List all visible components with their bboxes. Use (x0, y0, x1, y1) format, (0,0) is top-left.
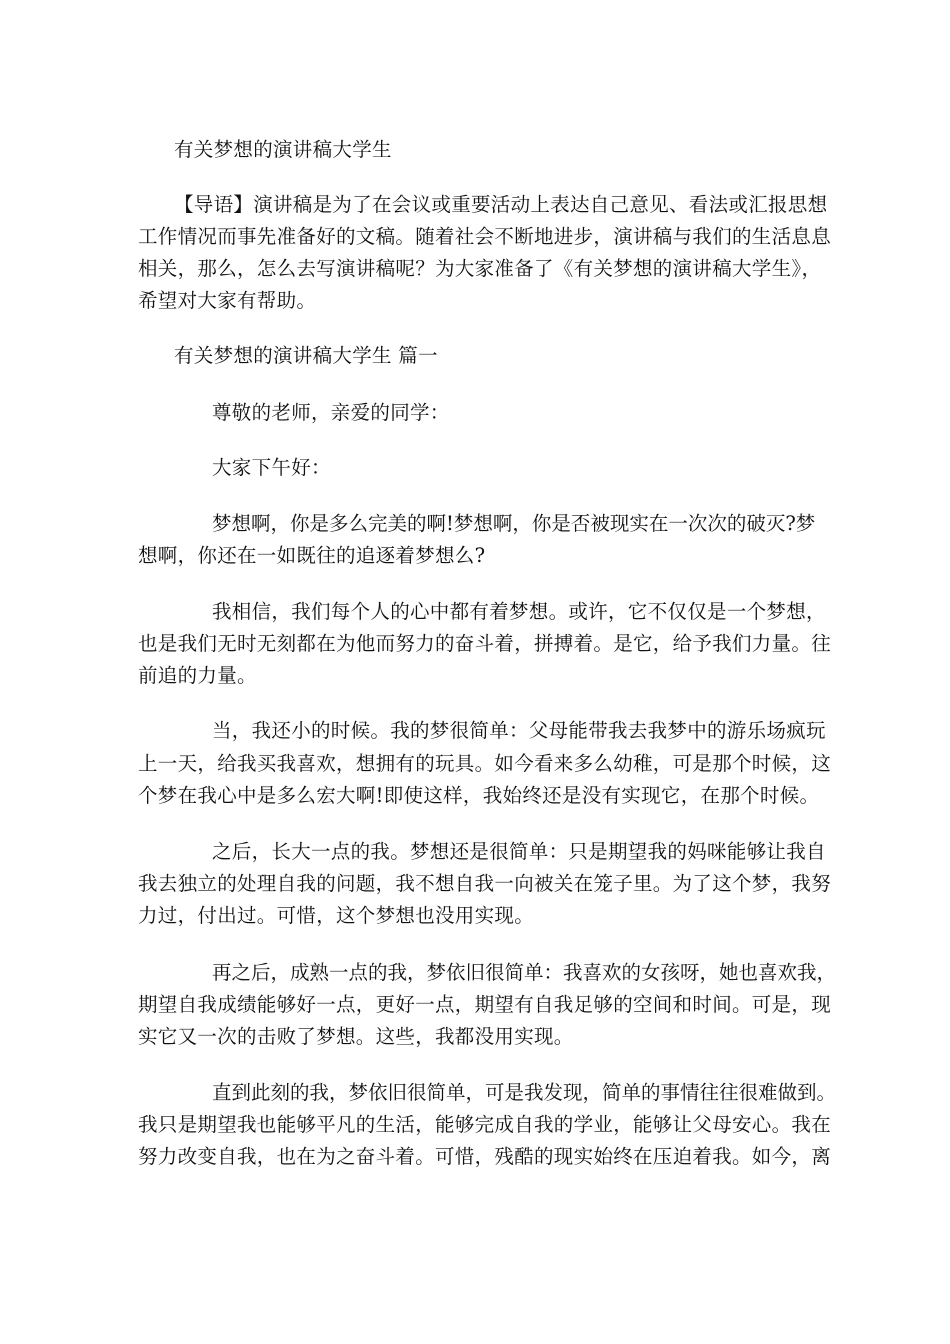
paragraph-line: 我去独立的处理自我的问题，我不想自我一向被关在笼子里。为了这个梦，我努 (138, 872, 832, 895)
paragraph-line: 我只是期望我也能够平凡的生活，能够完成自我的学业，能够让父母安心。我在 (138, 1113, 832, 1136)
greeting: 大家下午好： (212, 456, 331, 479)
paragraph-line: 直到此刻的我，梦依旧很简单，可是我发现，简单的事情往往很难做到。 (212, 1081, 837, 1104)
paragraph-line: 努力改变自我，也在为之奋斗着。可惜，残酷的现实始终在压迫着我。如今，离 (138, 1145, 832, 1168)
intro-line: 【导语】演讲稿是为了在会议或重要活动上表达自己意见、看法或汇报思想 (174, 193, 828, 216)
paragraph-line: 之后，长大一点的我。梦想还是很简单：只是期望我的妈咪能够让我自 (212, 840, 826, 863)
paragraph-line: 个梦在我心中是多么宏大啊!即使这样，我始终还是没有实现它，在那个时候。 (138, 784, 820, 807)
document-title: 有关梦想的演讲稿大学生 (174, 138, 392, 161)
paragraph-line: 力过，付出过。可惜，这个梦想也没用实现。 (138, 904, 535, 927)
paragraph-line: 期望自我成绩能够好一点，更好一点，期望有自我足够的空间和时间。可是，现 (138, 993, 832, 1016)
paragraph-line: 想啊，你还在一如既往的追逐着梦想么? (138, 544, 486, 567)
section-heading: 有关梦想的演讲稿大学生 篇一 (174, 344, 438, 367)
paragraph-line: 前追的力量。 (138, 664, 257, 687)
paragraph-line: 上一天，给我买我喜欢，想拥有的玩具。如今看来多么幼稚，可是那个时候，这 (138, 752, 832, 775)
paragraph-line: 我相信，我们每个人的心中都有着梦想。或许，它不仅仅是一个梦想， (212, 600, 826, 623)
paragraph-line: 再之后，成熟一点的我，梦依旧很简单：我喜欢的女孩呀，她也喜欢我， (212, 961, 837, 984)
intro-line: 相关，那么，怎么去写演讲稿呢？为大家准备了《有关梦想的演讲稿大学生》， (138, 257, 822, 280)
paragraph-line: 当，我还小的时候。我的梦很简单：父母能带我去我梦中的游乐场疯玩 (212, 719, 826, 742)
intro-line: 工作情况而事先准备好的文稿。随着社会不断地进步，演讲稿与我们的生活息息 (138, 225, 832, 248)
salutation: 尊敬的老师，亲爱的同学： (212, 401, 450, 424)
paragraph-line: 梦想啊，你是多么完美的啊!梦想啊，你是否被现实在一次次的破灭?梦 (212, 512, 816, 535)
intro-line: 希望对大家有帮助。 (138, 289, 317, 312)
paragraph-line: 也是我们无时无刻都在为他而努力的奋斗着，拼搏着。是它，给予我们力量。往 (138, 632, 832, 655)
paragraph-line: 实它又一次的击败了梦想。这些，我都没用实现。 (138, 1025, 574, 1048)
